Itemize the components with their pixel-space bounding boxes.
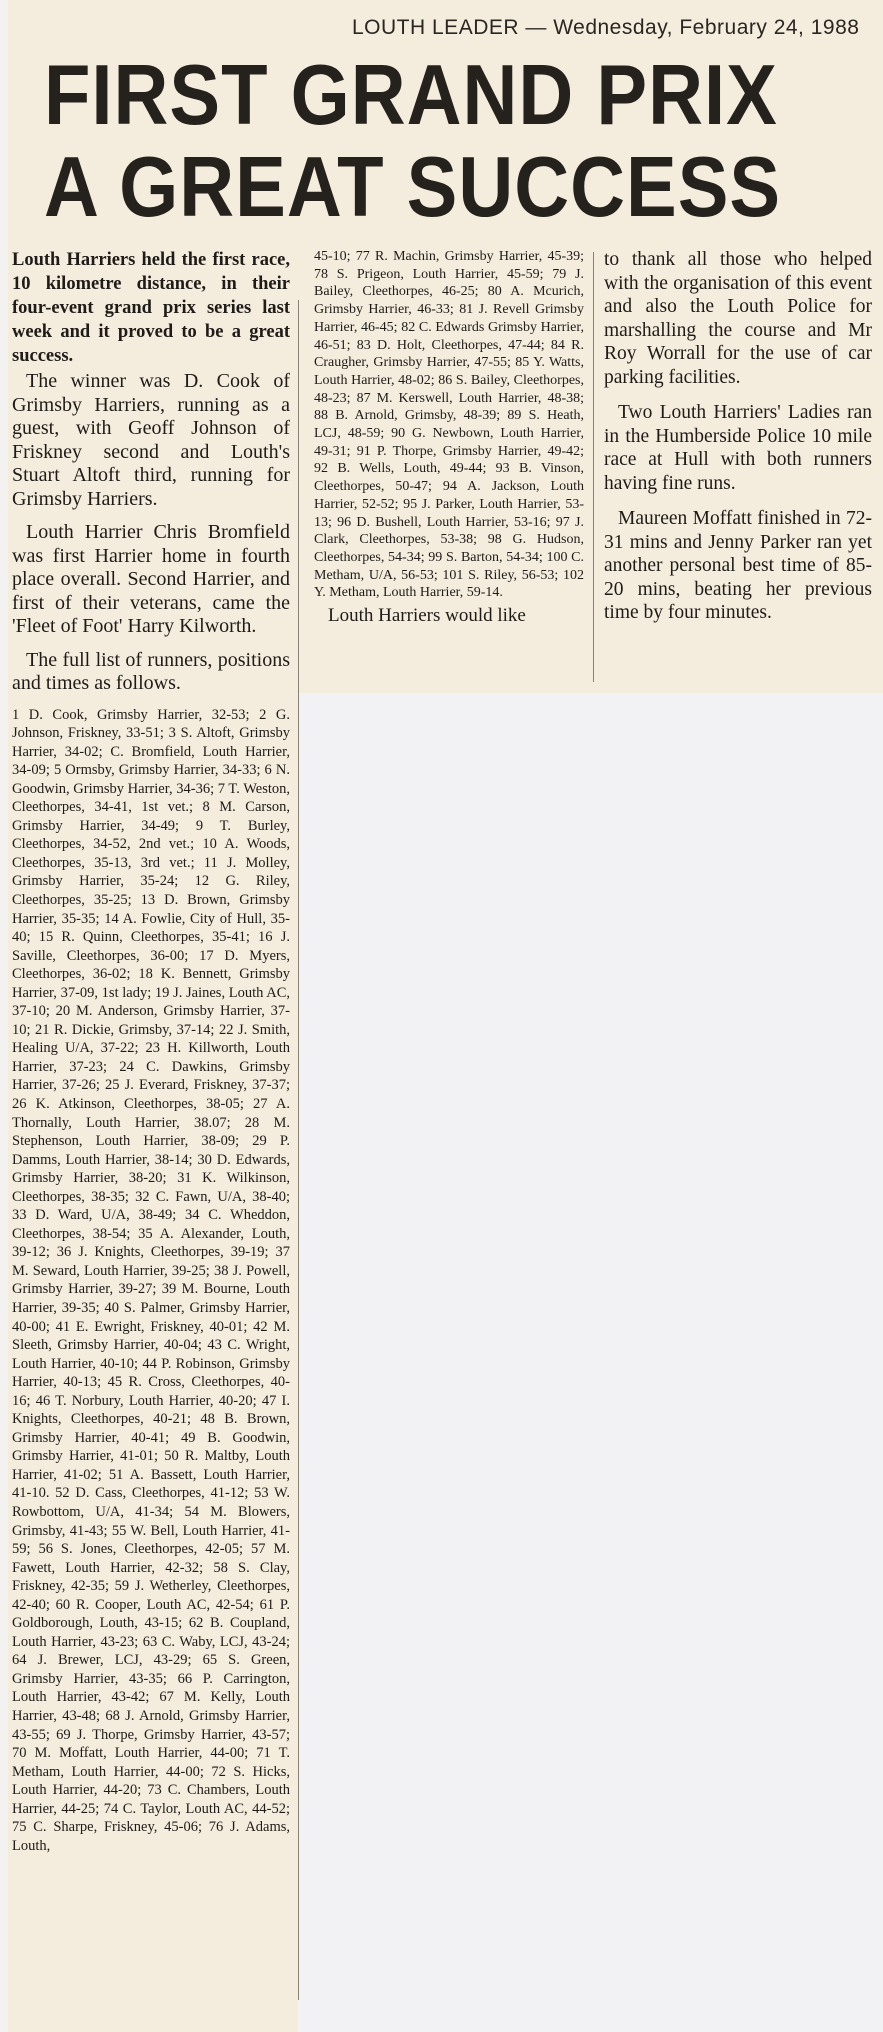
headline-line-2: A GREAT SUCCESS — [44, 139, 782, 235]
body-paragraph-1: The winner was D. Cook of Grimsby Harriers, running as a guest, with Geoff Johnson of Friskney second and Louth's Stuart Altoft third, running for Grimsby Harriers. — [12, 370, 290, 510]
moffatt-parker-paragraph: Maureen Moffatt finished in 72-31 mins and Jenny Parker ran yet another personal best time of 85-20 mins, beating her previous time by four minutes. — [604, 508, 872, 623]
closing-paragraph-start: Louth Harriers would like — [328, 605, 526, 627]
column-3 — [604, 248, 872, 688]
column-1 — [12, 248, 290, 2028]
thanks-paragraph: to thank all those who helped with the organisation of this event and also the Louth Police for marshalling the course and Mr Roy Worrall for the use of car parking facilities. — [604, 249, 872, 388]
column-2 — [314, 248, 584, 688]
headline — [44, 47, 844, 235]
lead-paragraph: Louth Harriers held the first race, 10 kilometre distance, in their four-event grand prix series last week and it proved to be a great success. — [12, 250, 290, 366]
results-list-part-1: 1 D. Cook, Grimsby Harrier, 32-53; 2 G. Johnson, Friskney, 33-51; 3 S. Altoft, Grimsby Harrier, 34-02; C. Bromfield, Louth Harrier, 34-09; 5 Ormsby, Grimsby Harrier, 34-33; 6 N. Goodwin, Grimsby Harrier, 34-36; 7 T. Weston, Cleethorpes, 34-41, 1st vet.; 8 M. Carson, Grimsby Harrier, 34-49; 9 T. Burley, Cleethorpes, 34-52, 2nd vet.; 10 A. Woods, Cleethorpes, 35-13, 3rd vet.; 11 J. Molley, Grimsby Harrier, 35-24; 12 G. Riley, Cleethorpes, 35-25; 13 D. Brown, Grimsby Harrier, 35-35; 14 A. Fowlie, City of Hull, 35-40; 15 R. Quinn, Cleethorpes, 35-41; 16 J. Saville, Cleethorpes, 36-00; 17 D. Myers, Cleethorpes, 36-02; 18 K. Bennett, Grimsby Harrier, 37-09, 1st lady; 19 J. Jaines, Louth AC, 37-10; 20 M. Anderson, Grimsby Harrier, 37-10; 21 R. Dickie, Grimsby, 37-14; 22 J. Smith, Healing U/A, 37-22; 23 H. Killworth, Louth Harrier, 37-23; 24 C. Dawkins, Grimsby Harrier, 37-26; 25 J. Everard, Friskney, 37-37; 26 K. Atkinson, Cleethorpes, 38-05; 27 A. Thornally, Louth Harrier, 38.07; 28 M. Stephenson, Louth Harrier, 38-09; 29 P. Damms, Louth Harrier, 38-14; 30 D. Edwards, Grimsby Harrier, 38-20; 31 K. Wilkinson, Cleethorpes, 38-35; 32 C. Fawn, U/A, 38-40; 33 D. Ward, U/A, 38-49; 34 C. Wheddon, Cleethorpes, 38-54; 35 A. Alexander, Louth, 39-12; 36 J. Knights, Cleethorpes, 39-19; 37 M. Seward, Louth Harrier, 39-25; 38 J. Powell, Grimsby Harrier, 39-27; 39 M. Bourne, Louth Harrier, 39-35; 40 S. Palmer, Grimsby Harrier, 40-00; 41 E. Ewright, Friskney, 40-01; 42 M. Sleeth, Grimsby Harrier, 40-04; 43 C. Wright, Louth Harrier, 40-10; 44 P. Robinson, Grimsby Harrier, 40-13; 45 R. Cross, Cleethorpes, 40-16; 46 T. Norbury, Louth Harrier, 40-20; 47 I. Knights, Cleethorpes, 40-21; 48 B. Brown, Grimsby Harrier, 40-41; 49 B. Goodwin, Grimsby Harrier, 41-01; 50 R. Maltby, Louth Harrier, 41-02; 51 A. Bassett, Louth Harrier, 41-10. 52 D. Cass, Cleethorpes, 41-12; 53 W. Rowbottom, U/A, 41-34; 54 M. Blowers, Grimsby, 41-43; 55 W. Bell, Louth Harrier, 41-59; 56 S. Jones, Cleethorpes, 42-05; 57 M. Fawett, Louth Harrier, 42-32; 58 S. Clay, Friskney, 42-35; 59 J. Wetherley, Cleethorpes, 42-40; 60 R. Cooper, Louth AC, 42-54; 61 P. Goldborough, Louth, 43-15; 62 B. Coupland, Louth Harrier, 43-23; 63 C. Waby, LCJ, 43-24; 64 J. Brewer, LCJ, 43-29; 65 S. Green, Grimsby Harrier, 43-35; 66 P. Carrington, Louth Harrier, 43-42; 67 M. Kelly, Louth Harrier, 43-48; 68 J. Arnold, Grimsby Harrier, 43-55; 69 J. Thorpe, Grimsby Harrier, 43-57; 70 M. Moffatt, Louth Harrier, 44-00; 71 T. Metham, Louth Harrier, 44-00; 72 S. Hicks, Louth Harrier, 44-20; 73 C. Chambers, Louth Harrier, 44-25; 74 C. Taylor, Louth AC, 44-52; 75 C. Sharpe, Friskney, 45-06; 76 J. Adams, Louth, — [12, 706, 290, 1854]
headline-line-1: FIRST GRAND PRIX — [44, 47, 778, 143]
column-rule-2 — [593, 252, 594, 682]
column-rule-1 — [298, 300, 299, 2000]
body-paragraph-3: The full list of runners, positions and times as follows. — [12, 648, 290, 694]
dateline: LOUTH LEADER — Wednesday, February 24, 1988 — [352, 16, 860, 39]
results-list-part-2: 45-10; 77 R. Machin, Grimsby Harrier, 45-39; 78 S. Prigeon, Louth Harrier, 45-59; 79 J. Bailey, Cleethorpes, 46-25; 80 A. Mcurich, Grimsby Harrier, 46-33; 81 J. Revell Grimsby Harrier, 46-45; 82 C. Edwards Grimsby Harrier, 46-51; 83 D. Holt, Cleethorpes, 47-44; 84 R. Craugher, Grimsby Harrier, 47-55; 85 Y. Watts, Louth Harrier, 48-02; 86 S. Bailey, Cleethorpes, 48-23; 87 M. Kerswell, Louth Harrier, 48-38; 88 B. Arnold, Grimsby, 48-39; 89 S. Heath, LCJ, 48-59; 90 G. Newbown, Louth Harrier, 49-31; 91 P. Thorpe, Grimsby Harrier, 49-42; 92 B. Wells, Louth, 49-44; 93 B. Vinson, Cleethorpes, 50-47; 94 A. Jackson, Louth Harrier, 52-52; 95 J. Parker, Louth Harrier, 53-13; 96 D. Bushell, Louth Harrier, 53-16; 97 J. Clark, Cleethorpes, 53-38; 98 G. Hudson, Cleethorpes, 54-34; 99 S. Barton, 54-34; 100 C. Metham, U/A, 56-53; 101 S. Riley, 56-53; 102 Y. Metham, Louth Harrier, 59-14. — [314, 249, 584, 601]
humberside-paragraph: Two Louth Harriers' Ladies ran in the Humberside Police 10 mile race at Hull with both runners having fine runs. — [604, 402, 872, 494]
blank-scan-area — [300, 693, 883, 2032]
body-paragraph-2: Louth Harrier Chris Bromfield was first Harrier home in fourth place overall. Second Harrier, and first of their veterans, came the 'Fleet of Foot' Harry Kilworth. — [12, 521, 290, 637]
